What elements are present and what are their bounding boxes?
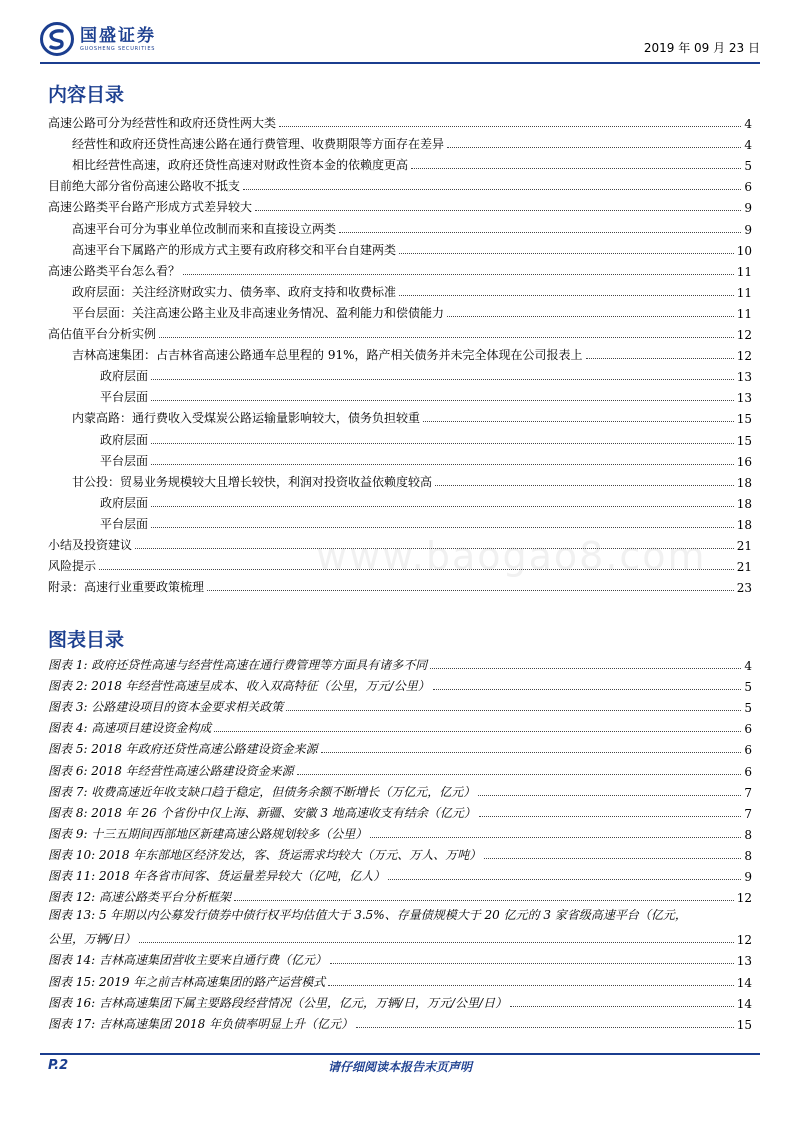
leader-dots <box>151 506 734 507</box>
figure-entry[interactable] <box>48 757 752 778</box>
toc-entry[interactable] <box>48 384 752 405</box>
toc-entry-page: 18 <box>736 496 752 511</box>
toc-list <box>48 110 752 595</box>
toc-entry-label: 高速公路类平台路产形成方式差异较大 <box>48 200 253 215</box>
figure-entry-page: 15 <box>736 1017 752 1032</box>
figure-entry-label: 图表 8: 2018 年 26 个省份中仅上海、新疆、安徽 3 地高速收支有结余（亿元） <box>48 805 476 820</box>
leader-dots <box>510 1006 734 1007</box>
brand-logo-icon <box>40 22 74 56</box>
toc-entry-label: 相比经营性高速，政府还贷性高速对财政性资本金的依赖度更高 <box>72 158 409 173</box>
toc-entry[interactable] <box>48 173 752 194</box>
toc-entry-page: 9 <box>744 222 752 237</box>
toc-entry[interactable] <box>48 110 752 131</box>
figure-entry[interactable] <box>48 990 752 1011</box>
toc-entry[interactable] <box>48 215 752 236</box>
toc-entry-label: 高速平台下属路产的形成方式主要有政府移交和平台自建两类 <box>72 242 397 257</box>
toc-entry-page: 13 <box>736 370 752 385</box>
figure-entry[interactable] <box>48 800 752 821</box>
leader-dots <box>207 590 734 591</box>
figure-entry-label: 图表 17: 吉林高速集团 2018 年负债率明显上升（亿元） <box>48 1016 354 1031</box>
leader-dots <box>151 464 734 465</box>
toc-entry-label: 平台层面 <box>100 516 149 531</box>
leader-dots <box>447 316 734 317</box>
toc-entry-label: 风险提示 <box>48 559 97 574</box>
toc-entry[interactable] <box>48 426 752 447</box>
toc-entry-label: 附录：高速行业重要政策梳理 <box>48 580 205 595</box>
figure-entry-page: 13 <box>736 954 752 969</box>
leader-dots <box>214 731 741 732</box>
toc-entry[interactable] <box>48 237 752 258</box>
figure-entry-label: 图表 2: 2018 年经营性高速呈成本、收入双高特征（公里，万元/公里） <box>48 679 430 694</box>
figure-entry[interactable] <box>48 842 752 863</box>
toc-entry-page: 9 <box>744 201 752 216</box>
figure-entry-label: 图表 1: 政府还贷性高速与经营性高速在通行费管理等方面具有诸多不同 <box>48 658 428 673</box>
leader-dots <box>411 168 741 169</box>
toc-entry[interactable] <box>48 279 752 300</box>
figure-entry-page: 4 <box>744 659 752 674</box>
figure-entry-page: 12 <box>736 933 752 948</box>
leader-dots <box>151 400 734 401</box>
figure-entry-label: 图表 4: 高速项目建设资金构成 <box>48 721 212 736</box>
toc-entry-page: 21 <box>736 560 752 575</box>
toc-entry-page: 12 <box>736 349 752 364</box>
toc-entry[interactable] <box>48 131 752 152</box>
toc-entry[interactable] <box>48 511 752 532</box>
leader-dots <box>484 858 741 859</box>
figure-entry-label: 图表 5: 2018 年政府还贷性高速公路建设资金来源 <box>48 742 318 757</box>
figure-entry-page: 12 <box>736 891 752 906</box>
toc-entry-label: 经营性和政府还贷性高速公路在通行费管理、收费期限等方面存在差异 <box>72 137 445 152</box>
leader-dots <box>479 816 742 817</box>
figures-list <box>48 652 752 1032</box>
toc-entry-page: 12 <box>736 328 752 343</box>
toc-entry[interactable] <box>48 469 752 490</box>
toc-entry-label: 高速公路类平台怎么看？ <box>48 263 181 278</box>
page-header <box>40 22 760 62</box>
report-date: 2019 年 09 月 23 日 <box>643 41 760 55</box>
toc-entry-label: 小结及投资建议 <box>48 537 133 552</box>
brand-name-cn: 国盛证券 <box>80 25 156 46</box>
leader-dots <box>151 527 734 528</box>
toc-entry-label: 政府层面 <box>100 432 149 447</box>
leader-dots <box>435 485 734 486</box>
toc-entry-label: 高速平台可分为事业单位改制而来和直接设立两类 <box>72 221 337 236</box>
leader-dots <box>183 274 734 275</box>
toc-entry-label: 内蒙高路：通行费收入受煤炭公路运输量影响较大，债务负担较重 <box>72 411 421 426</box>
leader-dots <box>297 774 742 775</box>
figure-entry-label: 图表 10: 2018 年东部地区经济发达，客、货运需求均较大（万元、万人、万吨） <box>48 847 482 862</box>
figure-entry[interactable] <box>48 736 752 757</box>
figure-entry-page: 14 <box>736 996 752 1011</box>
leader-dots <box>586 358 734 359</box>
figure-entry[interactable] <box>48 947 752 968</box>
toc-entry-label: 甘公投：贸易业务规模较大且增长较快，利润对投资收益依赖度较高 <box>72 474 433 489</box>
toc-entry-label: 平台层面 <box>100 453 149 468</box>
toc-entry-label: 平台层面：关注高速公路主业及非高速业务情况、盈利能力和偿债能力 <box>72 305 445 320</box>
figure-entry-page: 6 <box>744 722 752 737</box>
toc-entry-label: 政府层面：关注经济财政实力、债务率、政府支持和收费标准 <box>72 284 397 299</box>
leader-dots <box>388 879 741 880</box>
toc-entry[interactable] <box>48 258 752 279</box>
figure-entry-page: 6 <box>744 743 752 758</box>
leader-dots <box>423 421 734 422</box>
figure-entry-label: 图表 7: 收费高速近年收支缺口趋于稳定，但债务余额不断增长（万亿元，亿元） <box>48 784 476 799</box>
toc-entry-label: 吉林高速集团：占吉林省高速公路通车总里程的 91%，路产相关债务并未完全体现在公司报表上 <box>72 348 583 363</box>
toc-entry[interactable] <box>48 194 752 215</box>
figures-title: 图表目录 <box>48 629 125 651</box>
toc-entry[interactable] <box>48 321 752 342</box>
leader-dots <box>255 210 741 211</box>
figure-entry-label: 图表 12: 高速公路类平台分析框架 <box>48 890 231 905</box>
leader-dots <box>399 253 734 254</box>
figure-entry[interactable] <box>48 863 752 884</box>
figure-entry[interactable] <box>48 968 752 989</box>
toc-entry-page: 11 <box>736 264 752 279</box>
leader-dots <box>356 1027 734 1028</box>
figure-entry[interactable] <box>48 652 752 673</box>
leader-dots <box>339 232 741 233</box>
toc-entry-page: 5 <box>744 159 752 174</box>
leader-dots <box>234 900 734 901</box>
toc-entry-page: 4 <box>744 117 752 132</box>
toc-entry-label: 平台层面 <box>100 390 149 405</box>
figure-entry[interactable] <box>48 821 752 842</box>
leader-dots <box>478 795 741 796</box>
toc-entry-label: 高速公路可分为经营性和政府还贷性两大类 <box>48 116 277 131</box>
leader-dots <box>151 379 734 380</box>
leader-dots <box>159 337 734 338</box>
leader-dots <box>151 443 734 444</box>
leader-dots <box>286 710 741 711</box>
figure-entry[interactable] <box>48 715 752 736</box>
leader-dots <box>330 963 734 964</box>
watermark: www.baogao8.com <box>316 534 707 578</box>
figure-entry[interactable] <box>48 673 752 694</box>
toc-title: 内容目录 <box>48 84 125 106</box>
figure-entry[interactable] <box>48 884 752 905</box>
figure-entry-label: 公里，万辆/日） <box>48 932 137 947</box>
toc-entry-page: 11 <box>736 306 752 321</box>
toc-entry-page: 18 <box>736 517 752 532</box>
figure-entry[interactable] <box>48 926 752 947</box>
toc-entry[interactable] <box>48 448 752 469</box>
figure-entry-label: 图表 6: 2018 年经营性高速公路建设资金来源 <box>48 763 294 778</box>
toc-entry-page: 11 <box>736 285 752 300</box>
figure-entry[interactable] <box>48 1011 752 1032</box>
toc-entry-label: 政府层面 <box>100 495 149 510</box>
toc-entry-page: 10 <box>736 243 752 258</box>
leader-dots <box>430 668 741 669</box>
figure-entry-page: 14 <box>736 975 752 990</box>
leader-dots <box>447 147 741 148</box>
toc-entry-label: 政府层面 <box>100 369 149 384</box>
toc-entry[interactable] <box>48 363 752 384</box>
figure-entry-page: 8 <box>744 827 752 842</box>
figure-entry-label: 图表 9: 十三五期间西部地区新建高速公路规划较多（公里） <box>48 826 368 841</box>
toc-entry-page: 13 <box>736 391 752 406</box>
figure-entry-label: 图表 14: 吉林高速集团营收主要来自通行费（亿元） <box>48 953 327 968</box>
toc-entry[interactable] <box>48 490 752 511</box>
toc-entry-page: 18 <box>736 475 752 490</box>
figure-entry[interactable] <box>48 779 752 800</box>
toc-entry[interactable] <box>48 342 752 363</box>
leader-dots <box>139 942 734 943</box>
toc-entry[interactable] <box>48 300 752 321</box>
figure-entry-label: 图表 15: 2019 年之前吉林高速集团的路产运营模式 <box>48 974 326 989</box>
figure-entry-page: 7 <box>744 806 752 821</box>
leader-dots <box>399 295 734 296</box>
figure-entry-page: 5 <box>744 680 752 695</box>
header-divider <box>40 62 760 64</box>
toc-entry-page: 4 <box>744 138 752 153</box>
brand-name-en: GUOSHENG SECURITIES <box>80 45 156 52</box>
toc-entry[interactable] <box>48 152 752 173</box>
brand-logo <box>40 22 156 56</box>
footer-divider <box>40 1053 760 1055</box>
toc-entry-label: 目前绝大部分省份高速公路收不抵支 <box>48 179 241 194</box>
toc-entry-page: 15 <box>736 412 752 427</box>
figure-entry-page: 9 <box>744 870 752 885</box>
toc-entry-page: 16 <box>736 454 752 469</box>
leader-dots <box>321 752 742 753</box>
figure-entry-label: 图表 11: 2018 年各省市间客、货运量差异较大（亿吨，亿人） <box>48 869 386 884</box>
figure-entry-page: 6 <box>744 764 752 779</box>
figure-entry-label: 图表 16: 吉林高速集团下属主要路段经营情况（公里，亿元，万辆/日，万元/公里/日） <box>48 995 508 1010</box>
toc-entry[interactable] <box>48 405 752 426</box>
figure-entry-label: 图表 3: 公路建设项目的资本金要求相关政策 <box>48 700 284 715</box>
disclaimer-note: 请仔细阅读本报告末页声明 <box>327 1060 472 1074</box>
leader-dots <box>328 985 733 986</box>
figure-entry-page: 8 <box>744 848 752 863</box>
toc-entry-page: 15 <box>736 433 752 448</box>
toc-entry-page: 6 <box>744 180 752 195</box>
figure-entry[interactable] <box>48 694 752 715</box>
figure-entry-page: 5 <box>744 701 752 716</box>
leader-dots <box>243 189 741 190</box>
leader-dots <box>279 126 741 127</box>
toc-entry-page: 21 <box>736 538 752 553</box>
page-number: P.2 <box>48 1058 69 1073</box>
toc-entry-label: 高估值平台分析实例 <box>48 327 157 342</box>
figure-entry-page: 7 <box>744 785 752 800</box>
leader-dots <box>370 837 741 838</box>
figure-entry-line[interactable]: 图表 13: 5 年期以内公募发行债券中债行权平均估值大于 3.5%、存量债规模大于 20 亿元的 3 家省级高速平台（亿元， <box>48 908 687 923</box>
toc-entry-page: 23 <box>736 581 752 596</box>
leader-dots <box>433 689 742 690</box>
